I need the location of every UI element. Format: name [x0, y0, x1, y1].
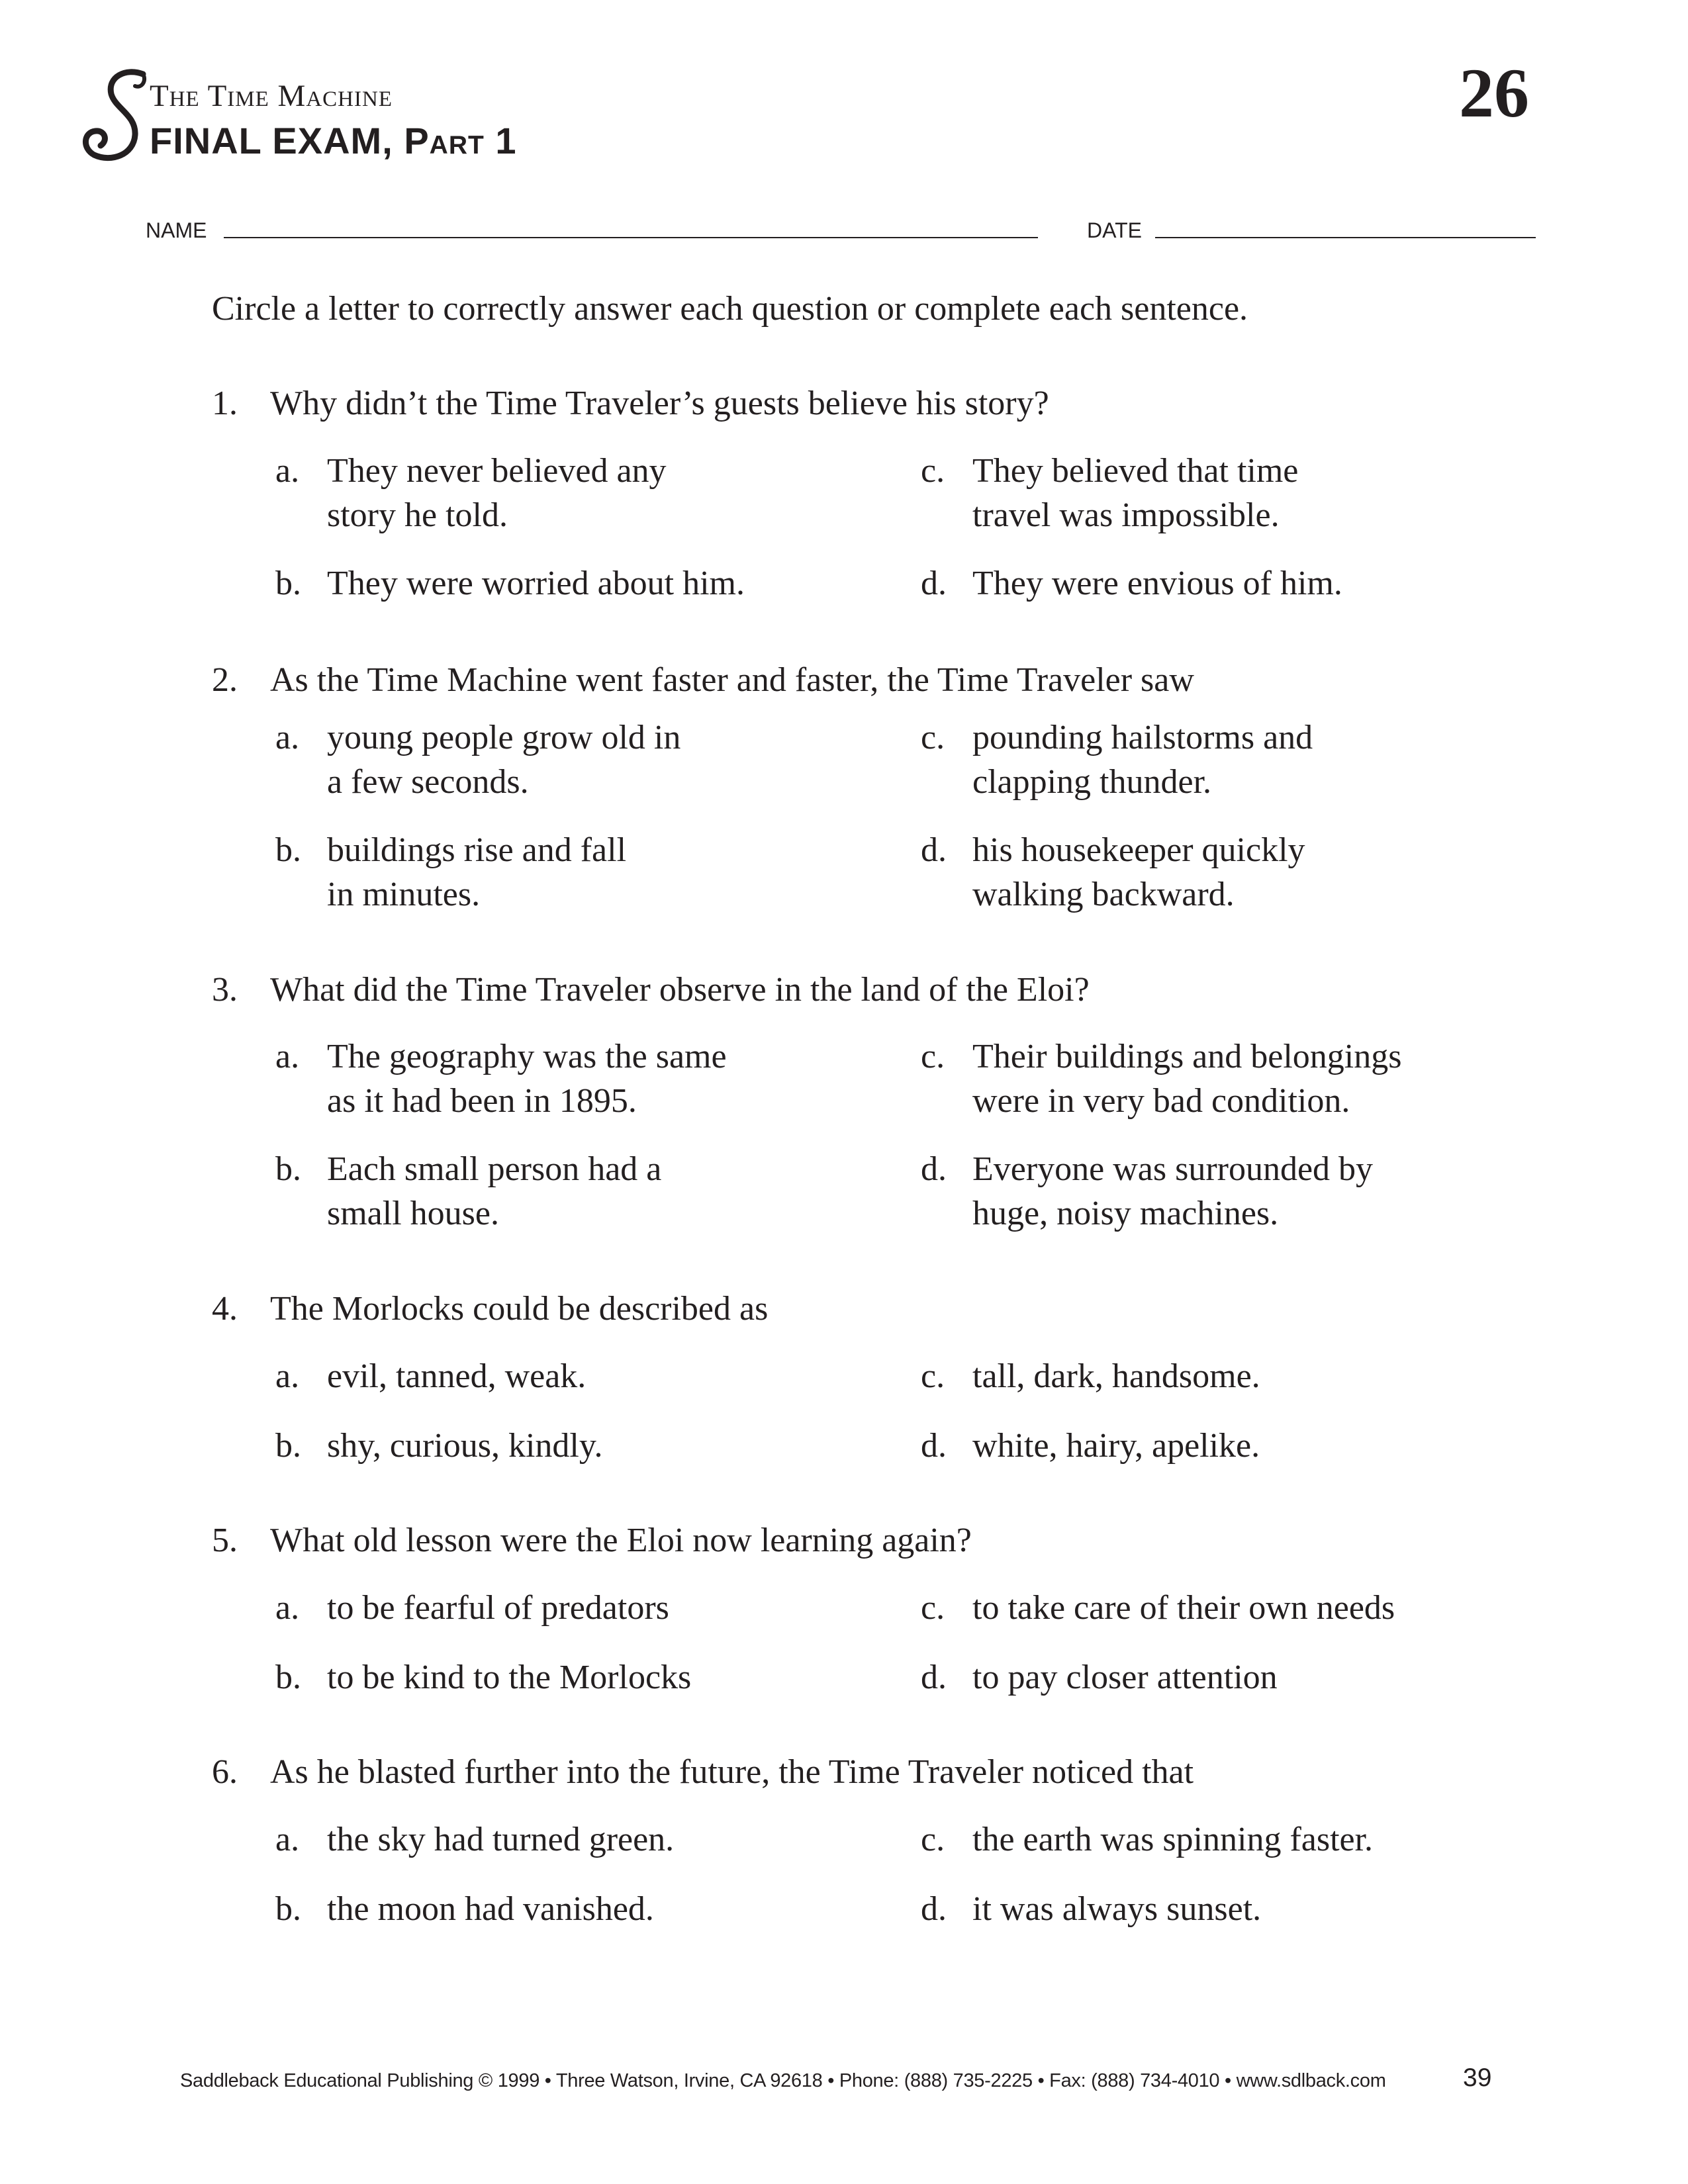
option-text: pounding hailstorms and	[972, 719, 1313, 756]
question-text: What did the Time Traveler observe in the land of the Eloi?	[270, 971, 1090, 1009]
option-text: clapping thunder.	[972, 763, 1212, 801]
question-number: 4.	[212, 1290, 238, 1328]
option-letter[interactable]: a.	[275, 1357, 300, 1395]
option-letter[interactable]: c.	[921, 1357, 945, 1395]
option-text: the sky had turned green.	[327, 1821, 675, 1858]
answer-option-a[interactable]	[275, 715, 871, 804]
question-text: Why didn’t the Time Traveler’s guests believe his story?	[270, 385, 1049, 422]
question-number: 2.	[212, 661, 238, 699]
option-letter[interactable]: c.	[921, 1821, 945, 1858]
question-number: 5.	[212, 1522, 238, 1559]
option-text: They believed that time	[972, 452, 1299, 490]
option-text: shy, curious, kindly.	[327, 1427, 603, 1465]
answer-option-d[interactable]	[921, 1887, 1517, 1931]
option-letter[interactable]: b.	[275, 1150, 301, 1188]
option-text: it was always sunset.	[972, 1890, 1262, 1928]
answer-option-c[interactable]	[921, 715, 1517, 804]
page-number: 39	[1463, 2064, 1492, 2092]
saddleback-s-logo	[78, 66, 158, 165]
instructions: Circle a letter to correctly answer each question or complete each sentence.	[212, 290, 1248, 328]
option-text: huge, noisy machines.	[972, 1195, 1279, 1232]
option-text: small house.	[327, 1195, 499, 1232]
question-3	[212, 967, 1536, 1013]
answer-option-a[interactable]	[275, 1354, 871, 1398]
option-letter[interactable]: a.	[275, 1589, 300, 1627]
date-line[interactable]	[1155, 237, 1536, 238]
question-1	[212, 381, 1536, 427]
option-text: tall, dark, handsome.	[972, 1357, 1260, 1395]
question-line	[212, 381, 1536, 427]
answer-option-a[interactable]	[275, 1034, 871, 1123]
answer-option-c[interactable]	[921, 1034, 1517, 1123]
option-text: the earth was spinning faster.	[972, 1821, 1374, 1858]
option-text: travel was impossible.	[972, 496, 1280, 534]
option-letter[interactable]: c.	[921, 1038, 945, 1075]
answer-option-d[interactable]	[921, 1147, 1517, 1236]
answer-option-b[interactable]	[275, 828, 871, 917]
unit-number: 26	[1459, 54, 1529, 132]
question-line	[212, 1518, 1536, 1564]
answer-option-b[interactable]	[275, 1424, 871, 1468]
question-number: 6.	[212, 1753, 238, 1791]
option-text: to be kind to the Morlocks	[327, 1659, 692, 1696]
name-label: NAME	[146, 218, 207, 242]
option-text: young people grow old in	[327, 719, 681, 756]
option-letter[interactable]: b.	[275, 1890, 301, 1928]
exam-title	[150, 119, 517, 162]
option-text: in minutes.	[327, 876, 481, 913]
answer-option-c[interactable]	[921, 1817, 1517, 1862]
option-text: The geography was the same	[327, 1038, 727, 1075]
option-text: white, hairy, apelike.	[972, 1427, 1260, 1465]
answer-option-c[interactable]	[921, 1354, 1517, 1398]
answer-option-d[interactable]	[921, 1424, 1517, 1468]
option-letter[interactable]: d.	[921, 1659, 947, 1696]
question-2	[212, 657, 1536, 704]
series-title: The Time Machine	[150, 79, 393, 113]
option-text: They never believed any	[327, 452, 667, 490]
option-text: Their buildings and belongings	[972, 1038, 1402, 1075]
question-text: What old lesson were the Eloi now learning again?	[270, 1522, 972, 1559]
question-4	[212, 1286, 1536, 1332]
exam-title-part: Part 1	[404, 120, 517, 161]
question-5	[212, 1518, 1536, 1564]
answer-option-b[interactable]	[275, 561, 871, 606]
option-letter[interactable]: a.	[275, 719, 300, 756]
question-text: The Morlocks could be described as	[270, 1290, 769, 1328]
option-text: evil, tanned, weak.	[327, 1357, 586, 1395]
option-text: his housekeeper quickly	[972, 831, 1305, 869]
option-letter[interactable]: d.	[921, 831, 947, 869]
answer-option-d[interactable]	[921, 561, 1517, 606]
option-text: walking backward.	[972, 876, 1235, 913]
question-line	[212, 1749, 1536, 1796]
option-text: They were worried about him.	[327, 565, 745, 602]
answer-option-c[interactable]	[921, 449, 1517, 537]
option-text: to pay closer attention	[972, 1659, 1278, 1696]
name-line[interactable]	[224, 237, 1038, 238]
option-text: They were envious of him.	[972, 565, 1342, 602]
option-letter[interactable]: c.	[921, 452, 945, 490]
option-text: Everyone was surrounded by	[972, 1150, 1374, 1188]
option-letter[interactable]: c.	[921, 1589, 945, 1627]
option-letter[interactable]: b.	[275, 565, 301, 602]
option-letter[interactable]: a.	[275, 452, 300, 490]
exam-title-main: FINAL EXAM,	[150, 120, 393, 161]
question-text: As the Time Machine went faster and faster, the Time Traveler saw	[270, 661, 1194, 699]
question-line	[212, 1286, 1536, 1332]
answer-option-a[interactable]	[275, 449, 871, 537]
option-letter[interactable]: c.	[921, 719, 945, 756]
answer-option-c[interactable]	[921, 1586, 1517, 1630]
option-text: to be fearful of predators	[327, 1589, 669, 1627]
answer-option-b[interactable]	[275, 1147, 871, 1236]
option-text: were in very bad condition.	[972, 1082, 1350, 1120]
option-letter[interactable]: b.	[275, 831, 301, 869]
option-text: a few seconds.	[327, 763, 529, 801]
option-letter[interactable]: b.	[275, 1659, 301, 1696]
question-number: 1.	[212, 385, 238, 422]
option-letter[interactable]: d.	[921, 1427, 947, 1465]
question-text: As he blasted further into the future, the Time Traveler noticed that	[270, 1753, 1194, 1791]
option-letter[interactable]: d.	[921, 565, 947, 602]
question-6	[212, 1749, 1536, 1796]
option-text: buildings rise and fall	[327, 831, 627, 869]
answer-option-a[interactable]	[275, 1817, 871, 1862]
option-letter[interactable]: a.	[275, 1821, 300, 1858]
answer-option-d[interactable]	[921, 1655, 1517, 1700]
answer-option-a[interactable]	[275, 1586, 871, 1630]
answer-option-b[interactable]	[275, 1655, 871, 1700]
answer-option-d[interactable]	[921, 828, 1517, 917]
publisher-footer: Saddleback Educational Publishing © 1999 • Three Watson, Irvine, CA 92618 • Phone: (888) 735-2225 • Fax: (888) 734-4010 • www.sdlback.com	[180, 2070, 1386, 2091]
date-label: DATE	[1087, 218, 1142, 242]
option-letter[interactable]: b.	[275, 1427, 301, 1465]
option-text: Each small person had a	[327, 1150, 662, 1188]
question-line	[212, 657, 1536, 704]
option-letter[interactable]: d.	[921, 1890, 947, 1928]
answer-option-b[interactable]	[275, 1887, 871, 1931]
option-text: story he told.	[327, 496, 508, 534]
option-text: to take care of their own needs	[972, 1589, 1395, 1627]
option-text: as it had been in 1895.	[327, 1082, 637, 1120]
option-letter[interactable]: a.	[275, 1038, 300, 1075]
question-number: 3.	[212, 971, 238, 1009]
option-text: the moon had vanished.	[327, 1890, 654, 1928]
question-line	[212, 967, 1536, 1013]
option-letter[interactable]: d.	[921, 1150, 947, 1188]
